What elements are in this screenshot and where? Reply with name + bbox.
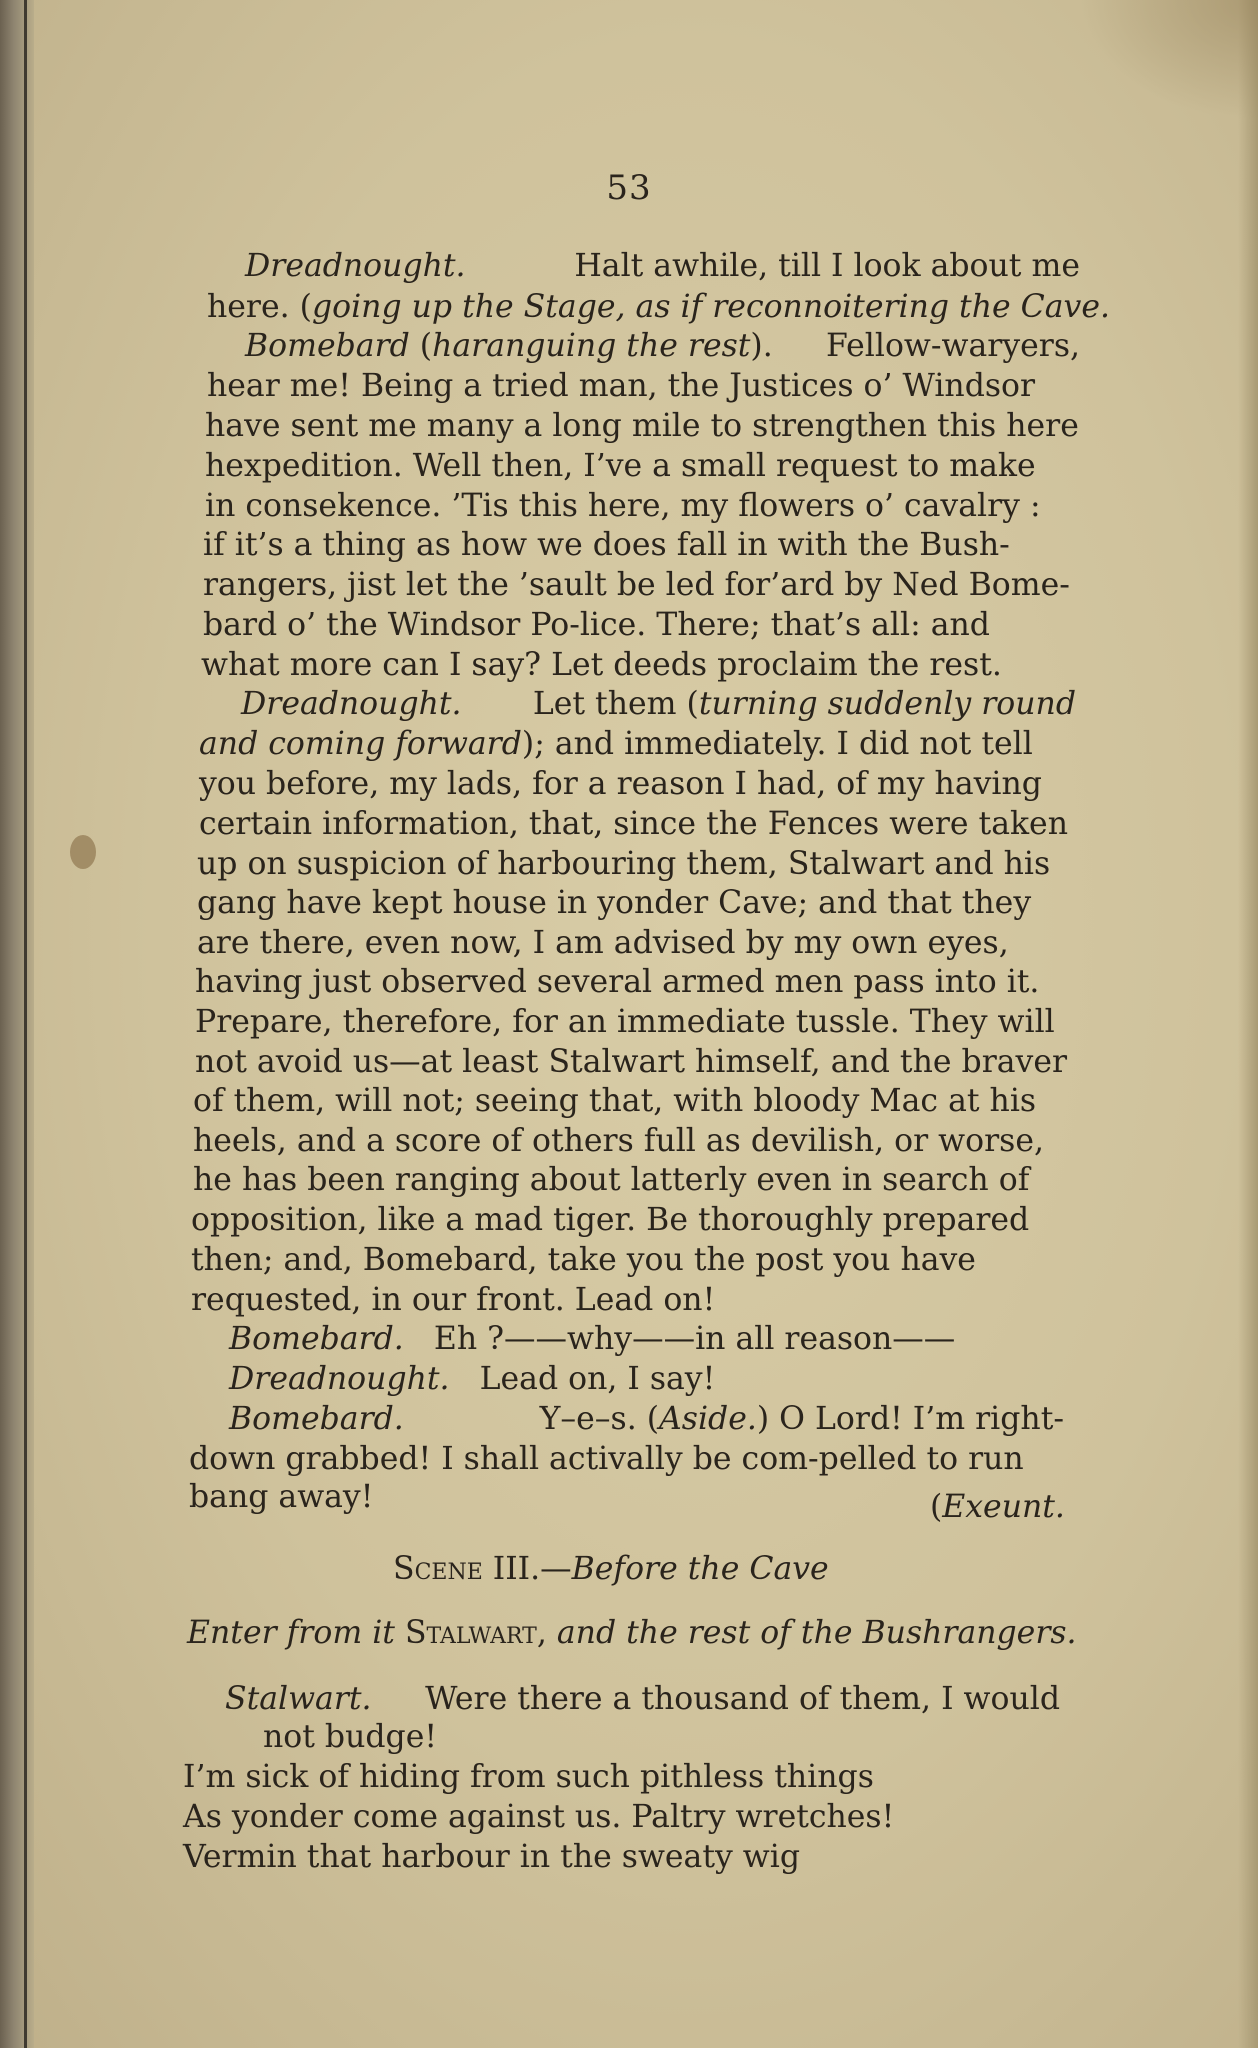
line-text: (	[930, 1489, 943, 1525]
text-line	[245, 327, 1080, 365]
text-line: then; and, Bomebard, take you the post you have	[191, 1242, 976, 1278]
text-line: down grabbed! I shall activally be com-pelled to run	[189, 1441, 1024, 1477]
text-line: hexpedition. Well then, I’ve a small request to make	[205, 448, 1036, 484]
character-name: Stalwart,	[404, 1615, 547, 1651]
text-line: gang have kept house in yonder Cave; and that they	[197, 885, 1032, 921]
verse-line: Were there a thousand of them, I would	[425, 1681, 1060, 1717]
text-line	[207, 288, 1110, 326]
text-line: are there, even now, I am advised by my own eyes,	[197, 925, 1009, 961]
line-text: Lead on, I say!	[479, 1361, 716, 1397]
exeunt-direction: Exeunt.	[942, 1489, 1065, 1525]
paper-stain-spot	[70, 835, 96, 869]
text-line: of them, will not; seeing that, with bloody Mac at his	[193, 1083, 1037, 1119]
line-text: Halt awhile, till I look about me	[574, 248, 1080, 284]
text-line: bang away!	[189, 1479, 374, 1515]
text-line: heels, and a score of others full as devilish, or worse,	[193, 1123, 1044, 1159]
text-line: having just observed several armed men pass into it.	[195, 964, 1040, 1000]
text-line	[229, 1400, 1064, 1438]
page-spine-shadow	[0, 0, 34, 2048]
speaker-name: Bomebard.	[229, 1401, 404, 1437]
text-line: up on suspicion of harbouring them, Stalwart and his	[197, 846, 1051, 882]
stage-direction	[930, 1488, 1065, 1526]
speaker-name: Bomebard.	[229, 1321, 404, 1357]
text-line	[245, 247, 1080, 285]
speaker-name: Dreadnought.	[241, 686, 462, 722]
stage-direction: and the rest of the Bushrangers.	[556, 1615, 1077, 1651]
scene-number: Scene III.—	[393, 1551, 572, 1587]
line-text: Let them (	[532, 686, 699, 722]
text-line: you before, my lads, for a reason I had, of my having	[199, 766, 1042, 802]
speaker-name: Stalwart.	[225, 1681, 372, 1717]
scene-location: Before the Cave	[571, 1551, 829, 1587]
spine-binding-line	[24, 0, 27, 2048]
text-line: not avoid us—at least Stalwart himself, and the braver	[195, 1044, 1068, 1080]
stage-direction: turning suddenly round	[698, 686, 1076, 722]
text-line: certain information, that, since the Fences were taken	[199, 806, 1068, 842]
page-number: 53	[606, 168, 652, 208]
verse-line: As yonder come against us. Paltry wretches!	[183, 1799, 895, 1835]
text-line: opposition, like a mad tiger. Be thoroughly prepared	[191, 1202, 1030, 1238]
text-line: what more can I say? Let deeds proclaim the rest.	[201, 647, 1002, 683]
line-text: Fellow-waryers,	[826, 328, 1080, 364]
stage-direction: going up the Stage, as if reconnoitering the Cave.	[311, 289, 1110, 325]
text-line: if it’s a thing as how we does fall in with the Bush-	[203, 527, 1010, 563]
line-text: Y–e–s. (	[539, 1401, 660, 1437]
text-line	[229, 1320, 955, 1358]
line-text: ).	[750, 328, 773, 364]
scene-heading	[393, 1550, 829, 1588]
verse-line: I’m sick of hiding from such pithless things	[183, 1759, 874, 1795]
stage-direction: Enter from it	[187, 1615, 395, 1651]
stage-direction: Aside.	[659, 1401, 757, 1437]
text-line: requested, in our front. Lead on!	[191, 1282, 716, 1318]
speaker-name: Dreadnought.	[245, 248, 466, 284]
text-line	[199, 725, 1033, 763]
text-line: have sent me many a long mile to strengthen this here	[205, 408, 1079, 444]
speaker-name: Bomebard	[245, 328, 410, 364]
corner-stain	[1078, 0, 1258, 120]
text-line	[229, 1360, 715, 1398]
text-line: hear me! Being a tried man, the Justices o’ Windsor	[207, 368, 1036, 404]
scene-entry-direction	[187, 1614, 1077, 1652]
text-line: he has been ranging about latterly even in search of	[193, 1162, 1030, 1198]
speaker-name: Dreadnought.	[229, 1361, 450, 1397]
line-text: ) O Lord! I’m right-	[756, 1401, 1064, 1437]
line-text: Eh ?——why——in all reason——	[433, 1321, 956, 1357]
line-text: (	[409, 328, 433, 364]
text-line: Prepare, therefore, for an immediate tussle. They will	[195, 1004, 1055, 1040]
text-line: rangers, jist let the ’sault be led for’ard by Ned Bome-	[203, 567, 1070, 603]
line-text: ); and immediately. I did not tell	[521, 726, 1033, 762]
page-right-edge	[1238, 0, 1258, 2048]
stage-direction: and coming forward	[199, 726, 522, 762]
text-line: bard o’ the Windsor Po-lice. There; that’s all: and	[203, 607, 990, 643]
line-text: here. (	[207, 289, 312, 325]
text-line	[225, 1680, 1060, 1718]
text-line	[241, 685, 1076, 723]
verse-line: not budge!	[263, 1719, 438, 1755]
stage-direction: haranguing the rest	[432, 328, 751, 364]
text-line: in consekence. ’Tis this here, my flowers o’ cavalry :	[205, 488, 1041, 524]
verse-line: Vermin that harbour in the sweaty wig	[183, 1839, 801, 1875]
